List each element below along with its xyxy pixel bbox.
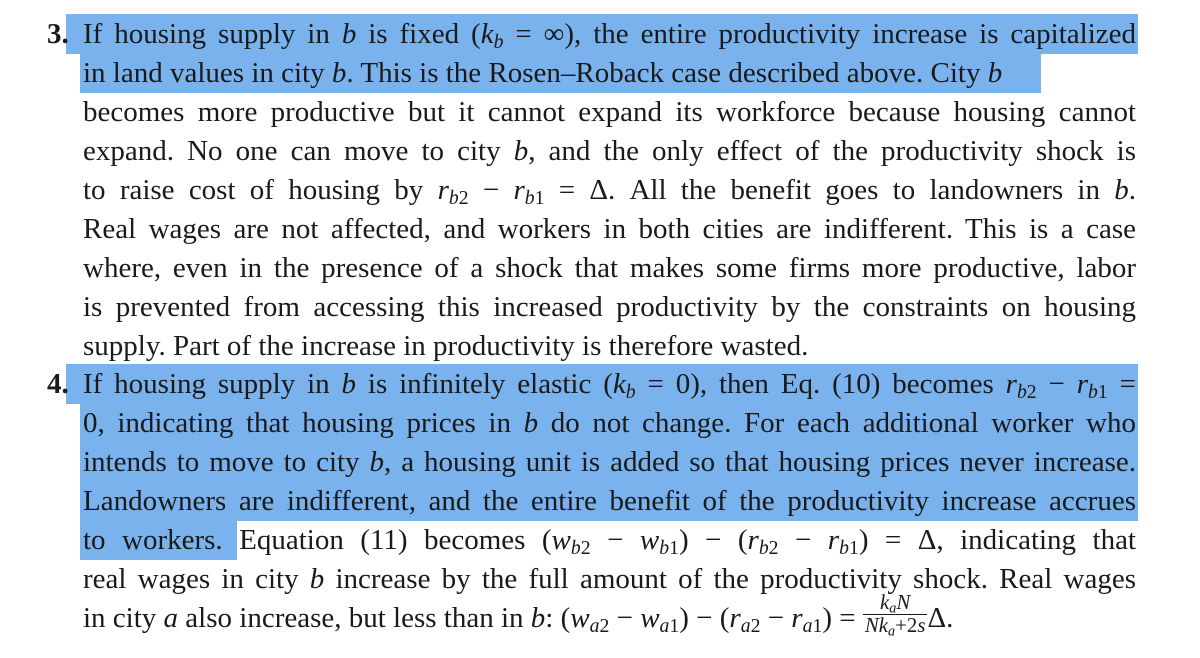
item4-number: 4. [47,368,69,400]
item3-number: 3. [47,18,69,50]
fraction: $\frac{k_aN}{Nk_a+2s}$ [864,590,926,640]
cut-off-line [83,0,1136,8]
